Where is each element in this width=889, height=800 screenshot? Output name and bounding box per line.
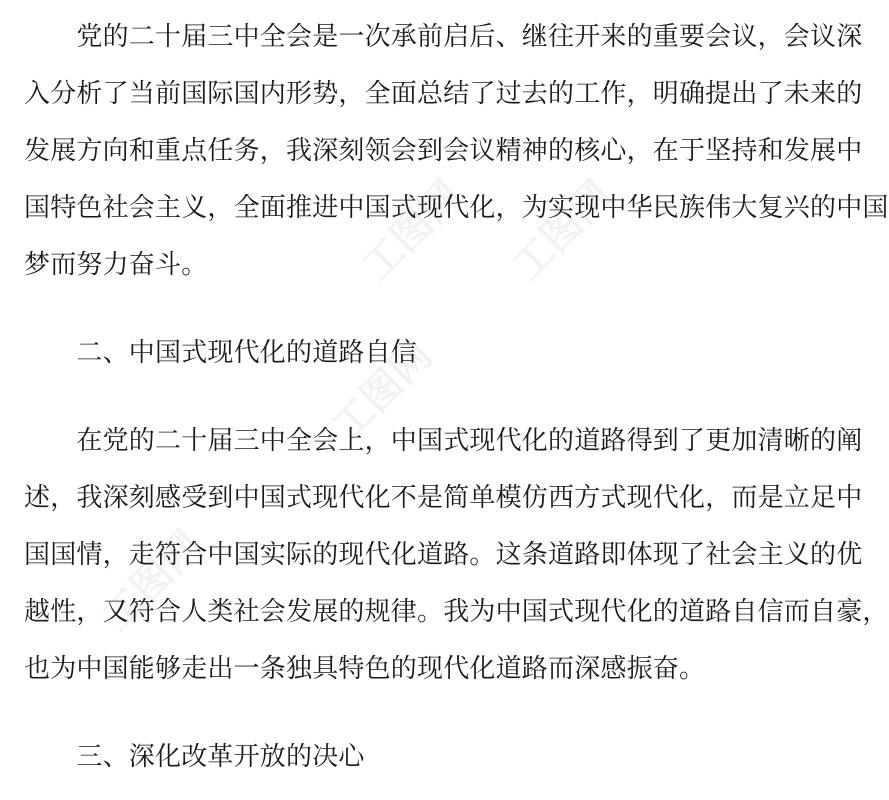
paragraph-2-line-4: 越性，又符合人类社会发展的规律。我为中国式现代化的道路自信而自豪， (24, 597, 889, 627)
paragraph-1-line-1: 党的二十届三中全会是一次承前启后、继往开来的重要会议，会议深 (24, 22, 863, 52)
document-page (24, 0, 889, 800)
paragraph-1-line-2: 入分析了当前国际国内形势，全面总结了过去的工作，明确提出了未来的 (24, 79, 863, 109)
watermark-text-4: 工图网 (93, 522, 212, 640)
paragraph-2-line-3: 国国情，走符合中国实际的现代化道路。这条道路即体现了社会主义的优 (24, 540, 863, 570)
paragraph-1-line-3: 发展方向和重点任务，我深刻领会到会议精神的核心，在于坚持和发展中 (24, 136, 863, 166)
watermark-text-2: 工图网 (503, 172, 622, 290)
section-heading-3: 三、深化改革开放的决心 (24, 742, 365, 772)
paragraph-2-line-2: 述，我深刻感受到中国式现代化不是简单模仿西方式现代化，而是立足中 (24, 483, 863, 513)
paragraph-2-line-5: 也为中国能够走出一条独具特色的现代化道路而深感振奋。 (24, 654, 706, 684)
paragraph-1-line-4: 国特色社会主义，全面推进中国式现代化，为实现中华民族伟大复兴的中国 (24, 193, 889, 223)
section-heading-2: 二、中国式现代化的道路自信 (24, 338, 418, 368)
paragraph-1-line-5: 梦而努力奋斗。 (24, 250, 208, 280)
watermark-text-1: 工图网 (353, 172, 472, 290)
watermark-text-3: 工图网 (323, 332, 442, 450)
paragraph-2-line-1: 在党的二十届三中全会上，中国式现代化的道路得到了更加清晰的阐 (24, 426, 863, 456)
